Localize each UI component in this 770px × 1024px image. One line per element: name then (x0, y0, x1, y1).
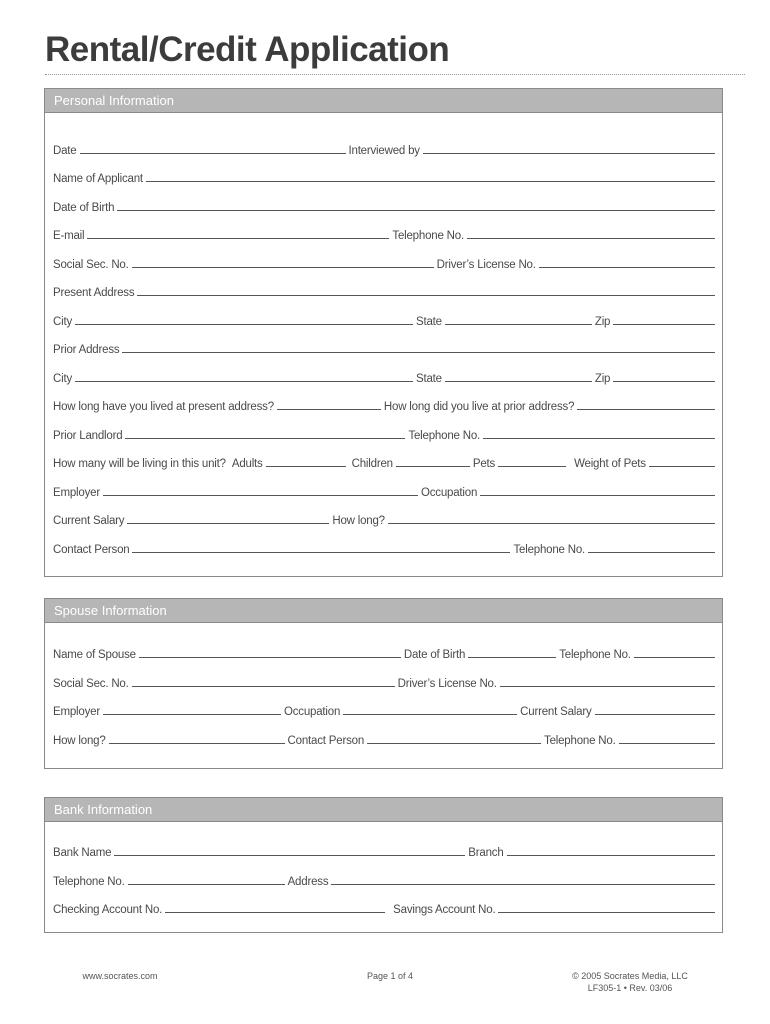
interviewed-by-field[interactable] (423, 153, 715, 154)
bank-telephone-label: Telephone No. (53, 876, 125, 888)
drivers-license-field[interactable] (539, 267, 715, 268)
spouse-occupation-field[interactable] (343, 714, 517, 715)
row-bank-telephone (53, 872, 715, 888)
checking-account-field[interactable] (165, 912, 385, 913)
spouse-occupation-label: Occupation (283, 706, 341, 718)
row-account-numbers (53, 900, 715, 916)
row-spouse-how-long (53, 731, 715, 747)
row-how-long-lived (53, 397, 715, 413)
contact-telephone-label: Telephone No. (513, 544, 586, 556)
spouse-how-long-field[interactable] (109, 743, 285, 744)
children-label: Children (351, 458, 393, 470)
adults-label: Adults (231, 458, 263, 470)
weight-of-pets-field[interactable] (649, 466, 715, 467)
row-bank-name (53, 843, 715, 859)
present-address-label: Present Address (53, 287, 135, 299)
name-of-applicant-field[interactable] (146, 181, 715, 182)
footer-form-id: LF305-1 • Rev. 03/06 (587, 983, 673, 993)
prior-zip-field[interactable] (613, 381, 715, 382)
bank-information-section (44, 797, 723, 933)
footer-copyright: © 2005 Socrates Media, LLC (572, 971, 688, 981)
row-spouse-name (53, 645, 715, 661)
footer-page-number: Page 1 of 4 (366, 971, 414, 981)
branch-field[interactable] (507, 855, 715, 856)
zip-field[interactable] (613, 324, 715, 325)
bank-information-header: Bank Information (45, 798, 722, 822)
spouse-name-field[interactable] (139, 657, 401, 658)
bank-address-label: Address (287, 876, 329, 888)
row-social-sec (53, 255, 715, 271)
spouse-dob-label: Date of Birth (403, 649, 466, 661)
telephone-field[interactable] (467, 238, 715, 239)
children-field[interactable] (396, 466, 470, 467)
state-label: State (416, 316, 442, 328)
how-long-present-field[interactable] (277, 409, 381, 410)
bank-name-field[interactable] (114, 855, 465, 856)
how-long-label: How long? (332, 515, 385, 527)
telephone-label: Telephone No. (392, 230, 464, 242)
row-date-of-birth (53, 198, 715, 214)
spouse-employer-label: Employer (53, 706, 100, 718)
personal-information-section (44, 88, 723, 577)
landlord-telephone-label: Telephone No. (408, 430, 481, 442)
title-divider (45, 74, 745, 75)
spouse-name-label: Name of Spouse (53, 649, 136, 661)
how-many-living-label: How many will be living in this unit? (53, 458, 226, 470)
date-of-birth-field[interactable] (117, 210, 715, 211)
spouse-social-sec-field[interactable] (132, 686, 395, 687)
bank-name-label: Bank Name (53, 847, 112, 859)
row-present-city (53, 312, 715, 328)
how-long-prior-field[interactable] (577, 409, 715, 410)
prior-zip-label: Zip (594, 373, 611, 385)
spouse-how-long-label: How long? (53, 735, 106, 747)
spouse-information-header: Spouse Information (45, 599, 722, 623)
prior-address-label: Prior Address (53, 344, 120, 356)
date-of-birth-label: Date of Birth (53, 202, 115, 214)
row-applicant-name (53, 169, 715, 185)
contact-person-label: Contact Person (53, 544, 130, 556)
footer-website: www.socrates.com (82, 971, 158, 981)
spouse-salary-field[interactable] (595, 714, 715, 715)
prior-state-label: State (416, 373, 442, 385)
spouse-salary-label: Current Salary (520, 706, 592, 718)
employer-field[interactable] (103, 495, 418, 496)
spouse-dob-field[interactable] (468, 657, 556, 658)
spouse-contact-telephone-field[interactable] (619, 743, 715, 744)
employer-label: Employer (53, 487, 100, 499)
adults-field[interactable] (266, 466, 346, 467)
spouse-contact-person-label: Contact Person (287, 735, 365, 747)
prior-landlord-field[interactable] (125, 438, 405, 439)
bank-address-field[interactable] (331, 884, 715, 885)
occupation-label: Occupation (420, 487, 478, 499)
page-title: Rental/Credit Application (45, 30, 450, 69)
row-current-salary (53, 511, 715, 527)
prior-state-field[interactable] (445, 381, 592, 382)
savings-account-label: Savings Account No. (393, 904, 496, 916)
social-sec-label: Social Sec. No. (53, 259, 129, 271)
drivers-license-label: Driver’s License No. (436, 259, 536, 271)
spouse-social-sec-label: Social Sec. No. (53, 678, 129, 690)
pets-label: Pets (472, 458, 496, 470)
row-employer (53, 483, 715, 499)
prior-city-field[interactable] (75, 381, 413, 382)
row-contact-person (53, 540, 715, 556)
spouse-contact-telephone-label: Telephone No. (544, 735, 616, 747)
zip-label: Zip (594, 316, 611, 328)
prior-city-label: City (53, 373, 73, 385)
row-present-address (53, 283, 715, 299)
city-label: City (53, 316, 73, 328)
social-sec-field[interactable] (132, 267, 434, 268)
weight-of-pets-label: Weight of Pets (574, 458, 646, 470)
name-of-applicant-label: Name of Applicant (53, 173, 143, 185)
spouse-contact-person-field[interactable] (367, 743, 541, 744)
prior-address-field[interactable] (122, 352, 715, 353)
spouse-drivers-license-label: Driver’s License No. (397, 678, 497, 690)
pets-field[interactable] (498, 466, 566, 467)
personal-information-header: Personal Information (45, 89, 722, 113)
date-field[interactable] (80, 153, 346, 154)
spouse-telephone-field[interactable] (634, 657, 715, 658)
row-email (53, 226, 715, 242)
row-spouse-social-sec (53, 674, 715, 690)
date-label: Date (53, 145, 77, 157)
spouse-drivers-license-field[interactable] (500, 686, 715, 687)
row-prior-landlord (53, 426, 715, 442)
current-salary-label: Current Salary (53, 515, 125, 527)
spouse-telephone-label: Telephone No. (559, 649, 631, 661)
landlord-telephone-field[interactable] (483, 438, 715, 439)
how-long-prior-label: How long did you live at prior address? (383, 401, 575, 413)
row-prior-city (53, 369, 715, 385)
email-field[interactable] (87, 238, 389, 239)
prior-landlord-label: Prior Landlord (53, 430, 123, 442)
savings-account-field[interactable] (498, 912, 715, 913)
contact-person-field[interactable] (132, 552, 510, 553)
branch-label: Branch (468, 847, 504, 859)
row-spouse-employer (53, 702, 715, 718)
how-long-present-label: How long have you lived at present address? (53, 401, 274, 413)
state-field[interactable] (445, 324, 592, 325)
checking-account-label: Checking Account No. (53, 904, 163, 916)
bank-telephone-field[interactable] (128, 884, 285, 885)
spouse-employer-field[interactable] (103, 714, 281, 715)
row-prior-address (53, 340, 715, 356)
city-field[interactable] (75, 324, 413, 325)
current-salary-field[interactable] (127, 523, 329, 524)
email-label: E-mail (53, 230, 85, 242)
spouse-information-section (44, 598, 723, 769)
interviewed-by-label: Interviewed by (348, 145, 420, 157)
contact-telephone-field[interactable] (588, 552, 715, 553)
occupation-field[interactable] (480, 495, 715, 496)
row-date (53, 141, 715, 157)
row-occupants (53, 454, 715, 470)
present-address-field[interactable] (137, 295, 715, 296)
how-long-field[interactable] (388, 523, 715, 524)
